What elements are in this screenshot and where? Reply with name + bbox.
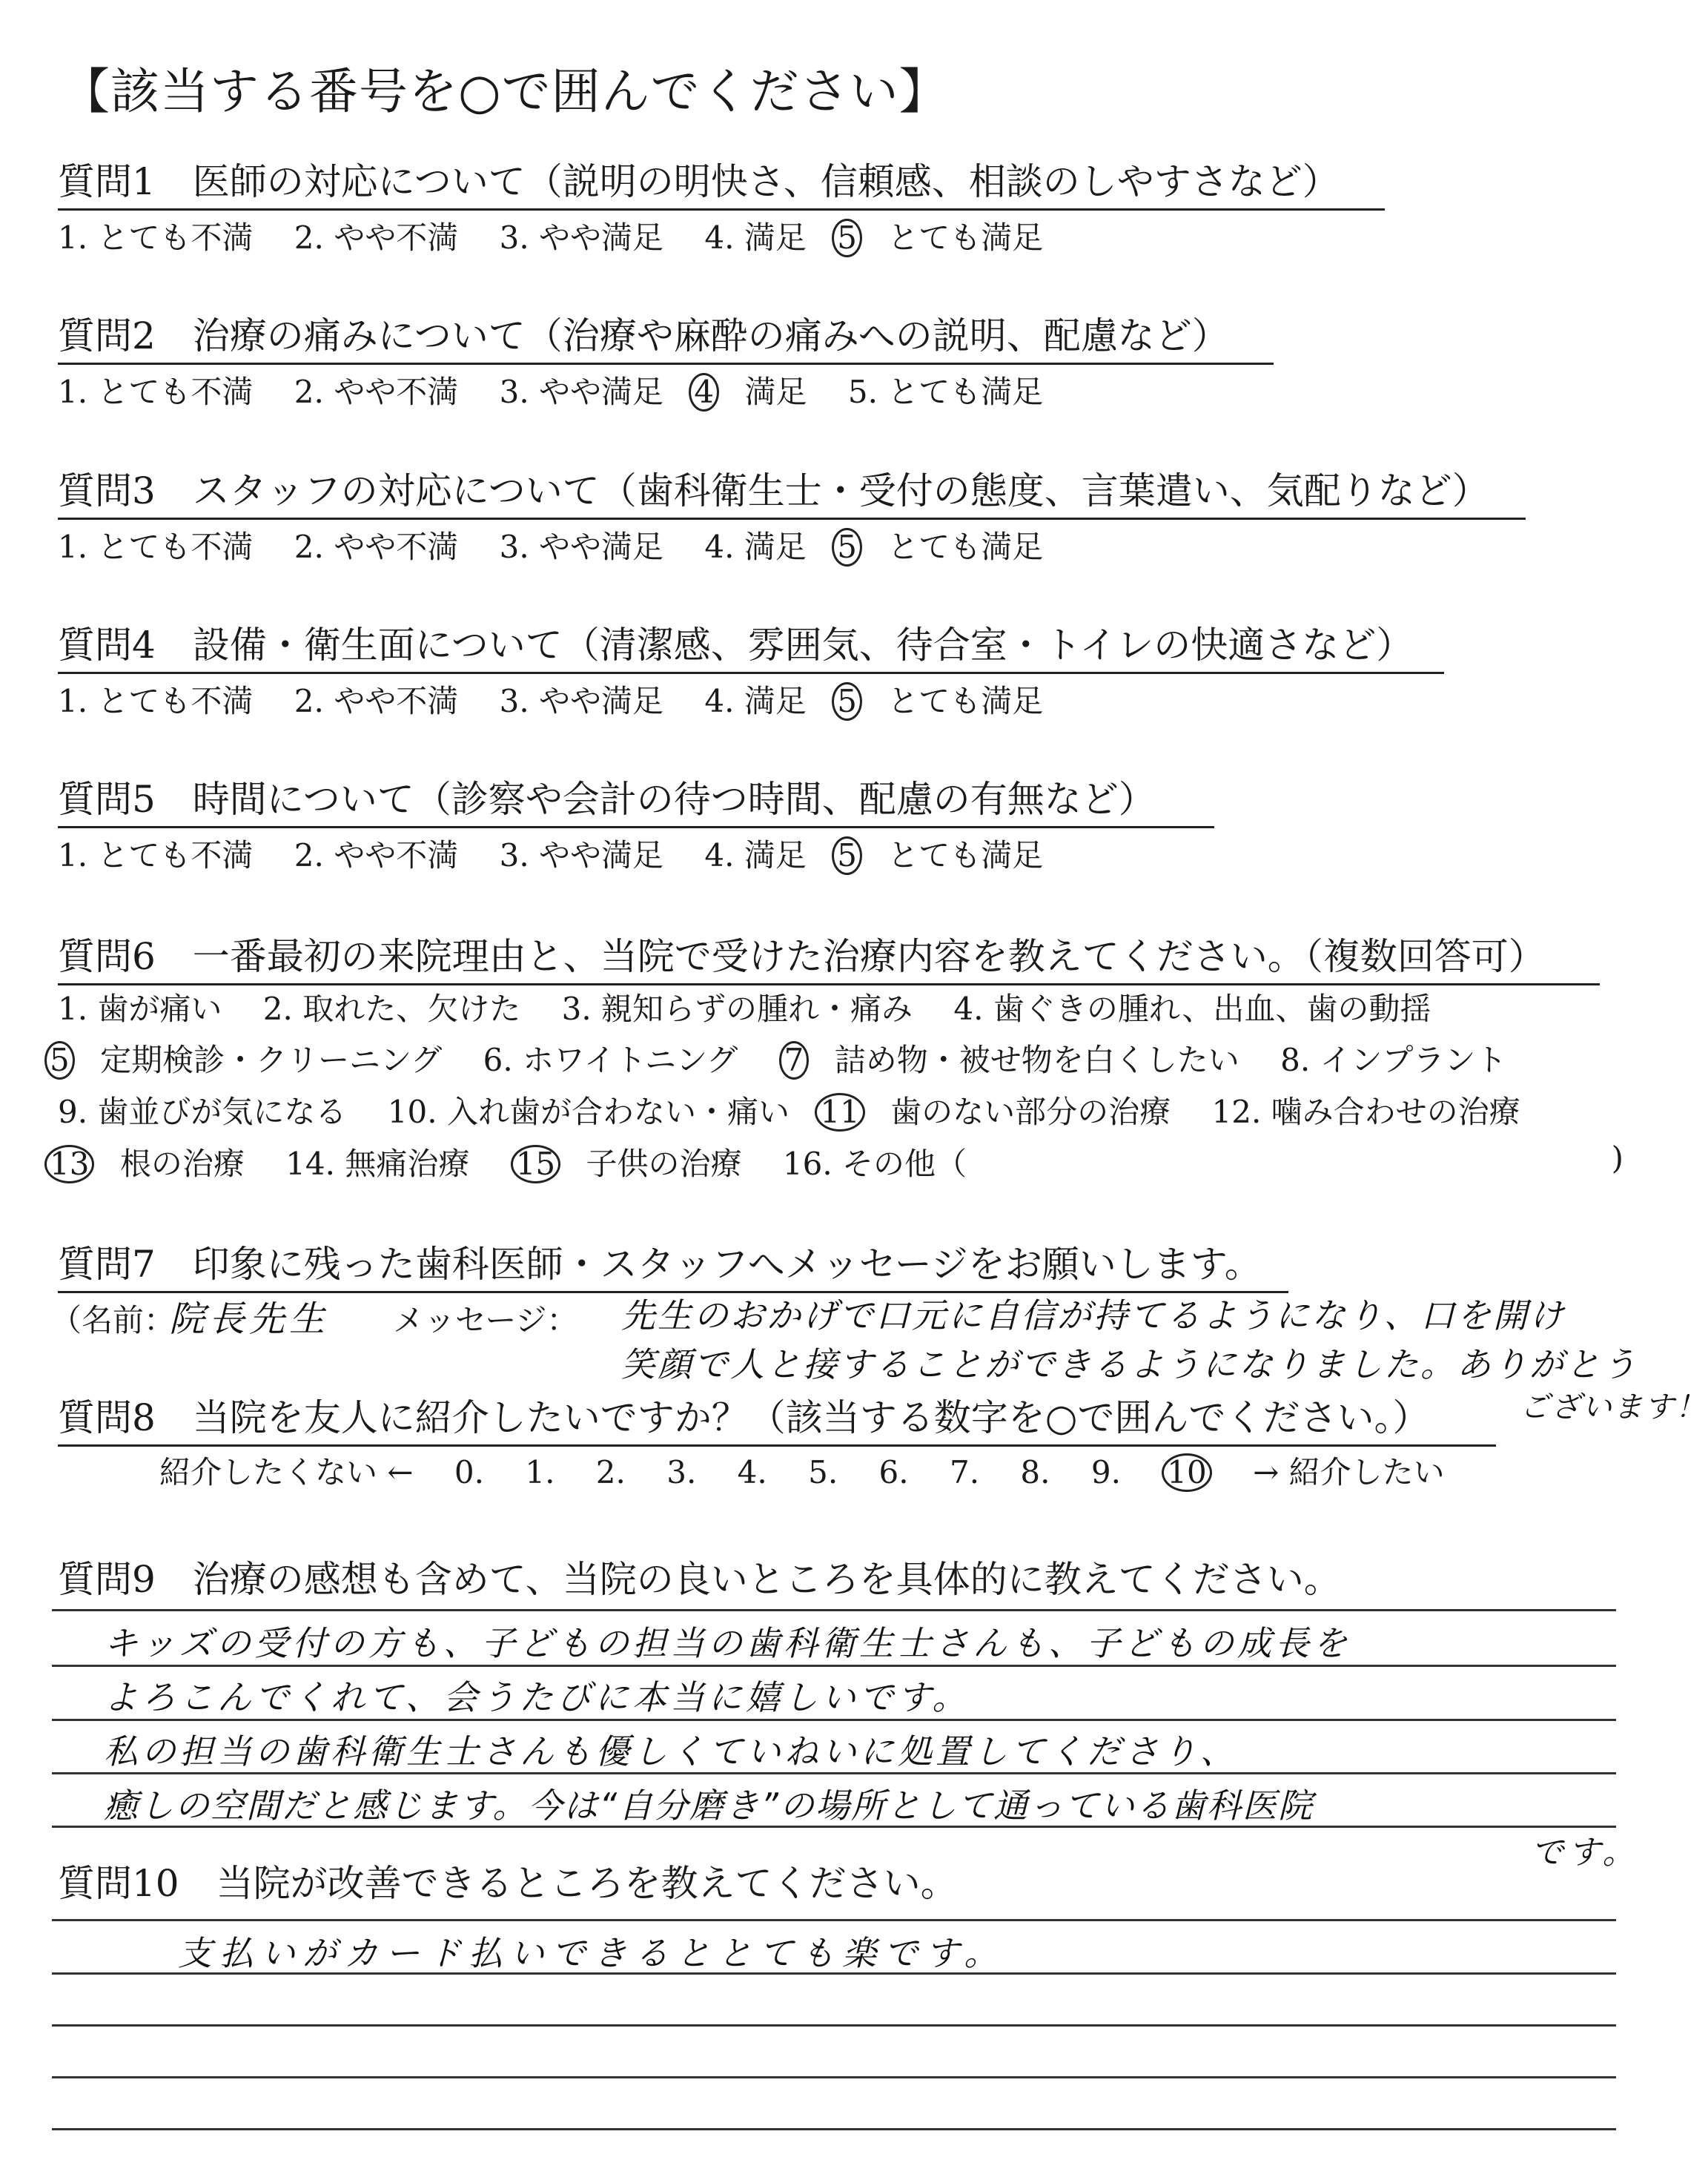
option[interactable]: とても満足	[887, 837, 1044, 873]
scale-number[interactable]: 1.	[525, 1454, 555, 1490]
question-3-options	[58, 523, 1043, 567]
question-10-label: 質問10 当院が改善できるところを教えてください。	[58, 1862, 958, 1905]
question-6-row-2	[44, 1036, 1507, 1080]
option[interactable]: 詰め物・被せ物を白くしたい	[834, 1042, 1239, 1078]
option[interactable]: 満足	[744, 374, 807, 410]
answer-line	[52, 1609, 1616, 1611]
selected-option-circle[interactable]: 5	[832, 682, 862, 721]
message-line-2: 笑顔で人と接することができるようになりました。ありがとう	[621, 1344, 1638, 1384]
option[interactable]: 1. とても不満	[58, 529, 254, 565]
option[interactable]: 1. とても不満	[58, 374, 254, 410]
selected-option-circle[interactable]: 4	[689, 373, 719, 412]
answer-line	[52, 2076, 1616, 2078]
option[interactable]: 3. やや満足	[499, 837, 664, 873]
option[interactable]: 3. やや満足	[499, 529, 664, 565]
option[interactable]: 1. とても不満	[58, 219, 254, 256]
option[interactable]: 2. やや不満	[294, 374, 459, 410]
selected-option-circle[interactable]: 11	[815, 1093, 864, 1132]
question-1-label: 質問1 医師の対応について（説明の明快さ、信頼感、相談のしやすさなど）	[58, 152, 1385, 211]
option[interactable]: 2. やや不満	[294, 837, 459, 873]
message-line-1: 先生のおかげで口元に自信が持てるようになり、口を開け	[621, 1295, 1566, 1335]
name-handwritten: 院長先生	[169, 1298, 330, 1340]
answer-handwritten-line: 支払いがカード払いできるととても楽です。	[178, 1933, 1006, 1973]
scale-number[interactable]: 3.	[666, 1454, 697, 1490]
question-9-label: 質問9 治療の感想も含めて、当院の良いところを具体的に教えてください。	[58, 1558, 1341, 1601]
option[interactable]: 2. やや不満	[294, 683, 459, 719]
option[interactable]: 4. 満足	[704, 837, 807, 873]
option[interactable]: 14. 無痛治療	[285, 1146, 470, 1182]
selected-option-circle[interactable]: 5	[832, 836, 862, 875]
option[interactable]: 1. とても不満	[58, 837, 254, 873]
question-2-options	[58, 368, 1043, 412]
answer-handwritten-line: 私の担当の歯科衛生士さんも優しくていねいに処置してくださり、	[104, 1731, 1238, 1771]
option[interactable]: 9. 歯並びが気になる	[58, 1094, 347, 1130]
option[interactable]: 4. 満足	[704, 529, 807, 565]
question-5-label: 質問5 時間について（診察や会計の待つ時間、配慮の有無など）	[58, 770, 1214, 828]
option[interactable]: とても満足	[887, 219, 1044, 256]
option[interactable]: 16. その他（	[782, 1146, 967, 1182]
question-6-row-4	[44, 1140, 1623, 1184]
answer-handwritten-line: キッズの受付の方も、子どもの担当の歯科衛生士さんも、子どもの成長を	[104, 1623, 1351, 1663]
answer-handwritten-line: です。	[1531, 1834, 1640, 1872]
scale-number[interactable]: 0.	[454, 1454, 484, 1490]
question-5-options	[58, 831, 1043, 876]
selected-option-circle[interactable]: 5	[44, 1041, 75, 1080]
scale-left-label: 紹介したくない ←	[159, 1454, 414, 1490]
option[interactable]: とても満足	[887, 529, 1044, 565]
scale-number[interactable]: 2.	[595, 1454, 626, 1490]
option[interactable]: とても満足	[887, 683, 1044, 719]
answer-line	[52, 2128, 1616, 2130]
scale-number[interactable]: 7.	[949, 1454, 980, 1490]
name-label: （名前：	[50, 1302, 176, 1338]
selected-option-circle[interactable]: 10	[1162, 1453, 1211, 1492]
selected-option-circle[interactable]: 5	[832, 528, 862, 567]
scale-number[interactable]: 4.	[737, 1454, 767, 1490]
option[interactable]: 12. 噛み合わせの治療	[1211, 1094, 1520, 1130]
option[interactable]: 10. 入れ歯が合わない・痛い	[387, 1094, 790, 1130]
scale-number[interactable]: 5.	[808, 1454, 838, 1490]
other-close-paren: )	[1611, 1140, 1623, 1176]
selected-option-circle[interactable]: 7	[779, 1041, 810, 1080]
option[interactable]: 6. ホワイトニング	[483, 1042, 738, 1078]
selected-option-circle[interactable]: 5	[832, 219, 862, 257]
question-8-label: 質問8 当院を友人に紹介したいですか？（該当する数字を○で囲んでください。）	[58, 1388, 1496, 1447]
selected-option-circle[interactable]: 13	[44, 1145, 94, 1183]
option[interactable]: 3. やや満足	[499, 219, 664, 256]
message-line-3: ございます！	[1520, 1390, 1707, 1424]
question-6-row-3	[58, 1088, 1520, 1132]
option[interactable]: 2. やや不満	[294, 219, 459, 256]
option[interactable]: 1. とても不満	[58, 683, 254, 719]
option[interactable]: 歯のない部分の治療	[890, 1094, 1171, 1130]
scale-number[interactable]: 8.	[1020, 1454, 1050, 1490]
question-4-options	[58, 677, 1043, 721]
option[interactable]: 根の治療	[119, 1146, 245, 1182]
option[interactable]: 4. 満足	[704, 683, 807, 719]
option[interactable]: 4. 歯ぐきの腫れ、出血、歯の動揺	[953, 991, 1431, 1027]
answer-handwritten-line: よろこんでくれて、会うたびに本当に嬉しいです。	[104, 1677, 970, 1717]
selected-option-circle[interactable]: 15	[511, 1145, 560, 1183]
option[interactable]: 4. 満足	[704, 219, 807, 256]
option[interactable]: 3. やや満足	[499, 683, 664, 719]
option[interactable]: 子供の治療	[586, 1146, 742, 1182]
message-label: メッセージ：	[393, 1302, 578, 1338]
question-4-label: 質問4 設備・衛生面について（清潔感、雰囲気、待合室・トイレの快適さなど）	[58, 615, 1444, 674]
question-1-options	[58, 214, 1043, 258]
option[interactable]: 3. やや満足	[499, 374, 664, 410]
option[interactable]: 8. インプラント	[1280, 1042, 1507, 1078]
question-6-label: 質問6 一番最初の来院理由と、当院で受けた治療内容を教えてください。（複数回答可）	[58, 927, 1600, 985]
page-title: 【該当する番号を○で囲んでください】	[61, 63, 949, 120]
recommend-scale	[159, 1448, 1445, 1493]
option[interactable]: 1. 歯が痛い	[58, 991, 222, 1027]
question-6-row-1	[58, 985, 1431, 1029]
answer-handwritten-line: 癒しの空間だと感じます。今は“自分磨き”の場所として通っている歯科医院	[104, 1786, 1314, 1826]
option[interactable]: 3. 親知らずの腫れ・痛み	[561, 991, 913, 1027]
option[interactable]: 2. 取れた、欠けた	[262, 991, 521, 1027]
scale-number[interactable]: 9.	[1090, 1454, 1121, 1490]
question-3-label: 質問3 スタッフの対応について（歯科衛生士・受付の態度、言葉遣い、気配りなど）	[58, 461, 1526, 520]
option[interactable]: 2. やや不満	[294, 529, 459, 565]
answer-line	[52, 2024, 1616, 2027]
answer-line	[52, 1919, 1616, 1921]
question-7-label: 質問7 印象に残った歯科医師・スタッフへメッセージをお願いします。	[58, 1235, 1288, 1293]
scale-right-label: → 紹介したい	[1253, 1454, 1445, 1490]
option[interactable]: 定期検診・クリーニング	[100, 1042, 443, 1078]
question-2-label: 質問2 治療の痛みについて（治療や麻酔の痛みへの説明、配慮など）	[58, 306, 1274, 365]
option[interactable]: 5. とても満足	[847, 374, 1044, 410]
scale-number[interactable]: 6.	[878, 1454, 909, 1490]
